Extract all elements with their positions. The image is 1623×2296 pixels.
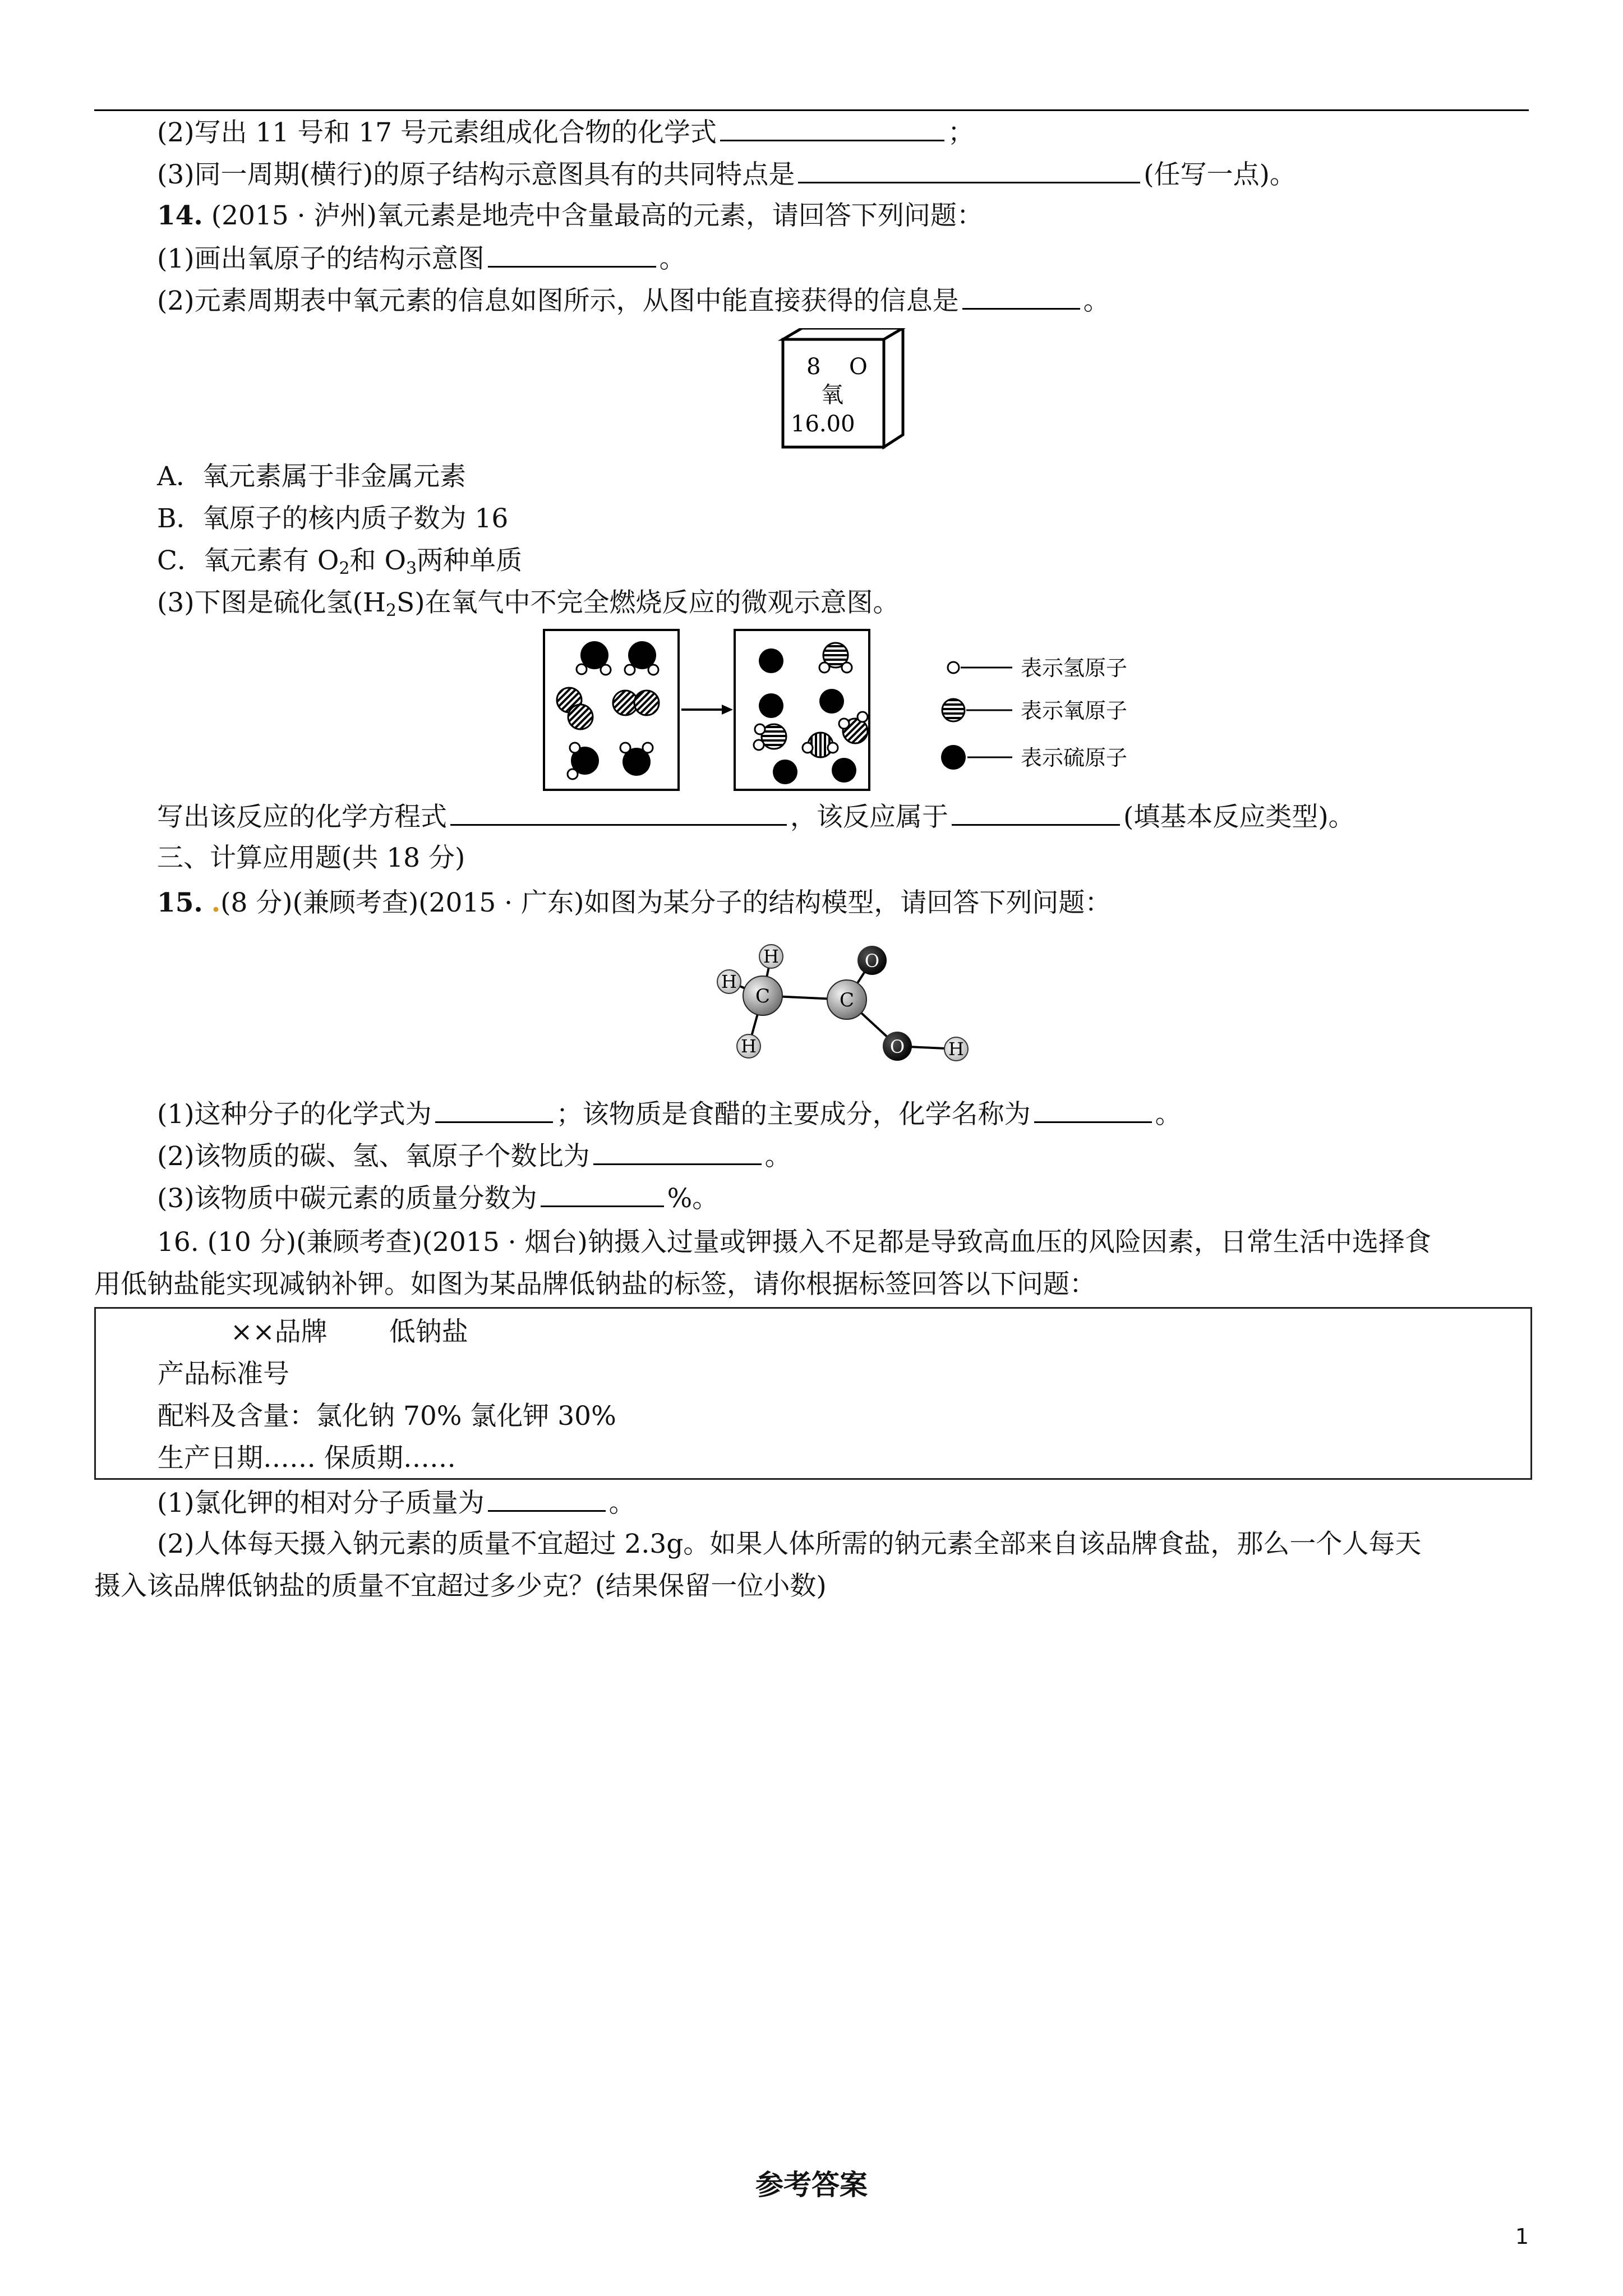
label-brand: ××品牌 低钠盐 [230, 1317, 468, 1347]
acetic-acid-model [712, 937, 976, 1077]
answer-blank[interactable] [1034, 1097, 1152, 1123]
answer-blank[interactable] [488, 241, 656, 268]
q16-intro-line1: 16. (10 分)(兼顾考查)(2015 · 烟台)钠摄入过量或钾摄入不足都是导致高血压的风险因素，日常生活中选择食 [157, 1227, 1431, 1258]
answer-blank[interactable] [720, 115, 944, 141]
answer-blank[interactable] [798, 157, 1140, 183]
q13-part3: (3)同一周期(横行)的原子结构示意图具有的共同特点是 (任写一点)。 [157, 157, 1296, 192]
atom-h-label: H [741, 1036, 757, 1057]
legend-sulfur: 表示硫原子 [1021, 746, 1128, 770]
atom-h-label: H [763, 946, 779, 967]
element-mass: 16.00 [791, 411, 855, 437]
answer-blank[interactable] [593, 1139, 762, 1165]
q15-part3: (3)该物质中碳元素的质量分数为 %。 [157, 1181, 718, 1216]
q14-intro: 14. (2015 · 泸州)氧元素是地壳中含量最高的元素，请回答下列问题： [157, 200, 983, 231]
page-number: 1 [1515, 2224, 1529, 2249]
q14-option-a: A．氧元素属于非金属元素 [157, 461, 466, 492]
q16-part2-line1: (2)人体每天摄入钠元素的质量不宜超过 2.3g。如果人体所需的钠元素全部来自该品牌食盐，那么一个人每天 [157, 1529, 1422, 1559]
q14-part2: (2)元素周期表中氧元素的信息如图所示，从图中能直接获得的信息是 。 [157, 283, 1110, 318]
element-symbol: O [849, 354, 868, 380]
answer-blank[interactable] [488, 1485, 606, 1512]
q15-part2: (2)该物质的碳、氢、氧原子个数比为 。 [157, 1139, 791, 1174]
salt-label-box [94, 1307, 1532, 1480]
hydrogen-atom-icon [948, 662, 959, 673]
element-number: 8 [806, 354, 821, 380]
legend-hydrogen: 表示氢原子 [1021, 656, 1128, 680]
q14-option-c: C．氧元素有 $O_2$和 $O_3$两种单质 [157, 545, 523, 578]
q14-part1: (1)画出氧原子的结构示意图 。 [157, 241, 686, 276]
atom-h-label: H [721, 971, 737, 992]
q14-option-b: B．氧原子的核内质子数为 16 [157, 503, 509, 534]
q16-part2-line2: 摄入该品牌低钠盐的质量不宜超过多少克？(结果保留一位小数) [94, 1571, 827, 1602]
atom-o-label: O [864, 950, 880, 972]
answer-blank[interactable] [952, 799, 1120, 826]
sulfur-atom-icon [941, 745, 966, 770]
oxygen-element-card [774, 328, 914, 457]
reaction-micro-diagram [541, 627, 1203, 795]
q16-part1: (1)氯化钾的相对分子质量为 。 [157, 1485, 635, 1520]
q13-part2: (2)写出 11 号和 17 号元素组成化合物的化学式 ； [157, 115, 974, 150]
answer-blank[interactable] [435, 1097, 553, 1123]
q15-intro: 15. .(8 分)(兼顾考查)(2015 · 广东)如图为某分子的结构模型，请回答下列问题： [157, 887, 1112, 918]
atom-c-label: C [755, 985, 771, 1007]
label-ingredients: 配料及含量：氯化钠 70% 氯化钾 30% [158, 1401, 616, 1432]
answer-blank[interactable] [541, 1181, 664, 1207]
q14-equation-line: 写出该反应的化学方程式 ，该反应属于 (填基本反应类型)。 [157, 799, 1355, 834]
q14-part3: (3)下图是硫化氢$(H_2S)$在氧气中不完全燃烧反应的微观示意图。 [157, 587, 900, 620]
atom-c-label: C [839, 989, 855, 1011]
q16-intro-line2: 用低钠盐能实现减钠补钾。如图为某品牌低钠盐的标签，请你根据标签回答以下问题： [94, 1269, 1096, 1300]
answer-blank[interactable] [962, 283, 1080, 310]
label-standard: 产品标准号 [158, 1359, 289, 1389]
top-rule [94, 109, 1529, 111]
answers-title: 参考答案 [755, 2168, 868, 2201]
atom-o-label: O [889, 1036, 905, 1057]
answer-blank[interactable] [450, 799, 787, 826]
oxygen-atom-icon [942, 699, 965, 721]
legend-oxygen: 表示氧原子 [1021, 698, 1128, 723]
element-name: 氧 [821, 382, 843, 408]
section-3-title: 三、计算应用题(共 18 分) [157, 843, 465, 873]
q15-part1: (1)这种分子的化学式为 ；该物质是食醋的主要成分，化学名称为 。 [157, 1097, 1182, 1131]
label-dates: 生产日期…… 保质期…… [158, 1443, 456, 1474]
atom-h-label: H [948, 1038, 964, 1060]
